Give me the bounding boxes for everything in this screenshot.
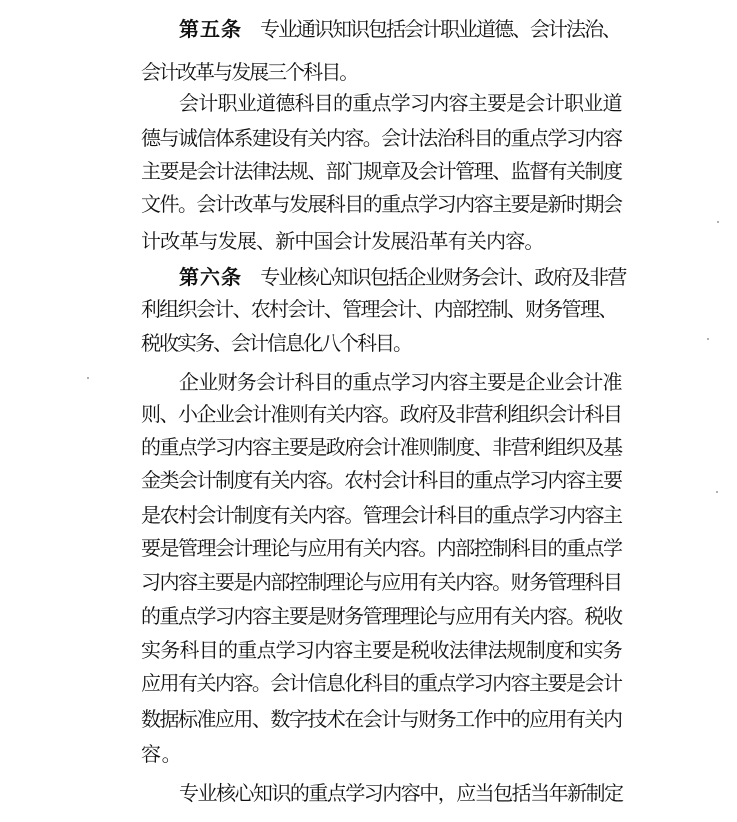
text-line bbox=[179, 14, 620, 44]
text-line bbox=[141, 668, 621, 698]
line-text: 要是管理会计理论与应用有关内容。内部控制科目的重点学 bbox=[141, 536, 622, 560]
text-line bbox=[141, 328, 411, 358]
line-text: 习内容主要是内部控制理论与应用有关内容。财务管理科目 bbox=[141, 570, 622, 594]
text-line bbox=[141, 123, 621, 153]
text-line bbox=[179, 88, 622, 118]
line-text: 专业通识知识包括会计职业道德、会计法治、 bbox=[260, 17, 620, 41]
line-text: 的重点学习内容主要是政府会计准则制度、非营利组织及基 bbox=[141, 435, 622, 459]
text-line bbox=[179, 262, 626, 292]
text-line bbox=[141, 704, 621, 734]
line-text: 实务科目的重点学习内容主要是税收法律法规制度和实务 bbox=[141, 638, 622, 662]
text-line bbox=[141, 432, 621, 462]
line-text: 利组织会计、农村会计、管理会计、内部控制、财务管理、 bbox=[141, 297, 617, 321]
text-line bbox=[141, 533, 621, 563]
line-text: 容。 bbox=[141, 742, 183, 766]
line-text: 税收实务、会计信息化八个科目。 bbox=[141, 331, 411, 355]
text-line bbox=[141, 635, 622, 665]
line-text: 德与诚信体系建设有关内容。会计法治科目的重点学习内容 bbox=[141, 126, 622, 150]
scan-speck bbox=[87, 377, 89, 379]
text-line bbox=[141, 500, 621, 530]
text-line bbox=[141, 156, 621, 186]
line-text: 专业核心知识包括企业财务会计、政府及非营 bbox=[260, 265, 626, 289]
text-line bbox=[141, 739, 182, 769]
text-line bbox=[141, 189, 621, 219]
line-text: 应用有关内容。会计信息化科目的重点学习内容主要是会计 bbox=[141, 671, 622, 695]
text-line bbox=[179, 367, 622, 397]
text-line bbox=[141, 226, 544, 256]
text-line bbox=[141, 567, 621, 597]
text-line bbox=[141, 399, 621, 429]
scan-speck bbox=[717, 221, 719, 223]
line-text: 计改革与发展、新中国会计发展沿革有关内容。 bbox=[141, 229, 544, 253]
text-line bbox=[141, 294, 617, 324]
text-line bbox=[141, 601, 621, 631]
text-line bbox=[141, 57, 357, 87]
line-text: 主要是会计法律法规、部门规章及会计管理、监督有关制度 bbox=[141, 159, 622, 183]
line-text: 是农村会计制度有关内容。管理会计科目的重点学习内容主 bbox=[141, 503, 622, 527]
scan-speck bbox=[716, 491, 718, 493]
scan-speck bbox=[707, 338, 709, 340]
line-text: 的重点学习内容主要是财务管理理论与应用有关内容。税收 bbox=[141, 604, 622, 628]
line-text: 企业财务会计科目的重点学习内容主要是企业会计准 bbox=[179, 370, 622, 394]
line-text: 则、小企业会计准则有关内容。政府及非营利组织会计科目 bbox=[141, 402, 622, 426]
line-text: 文件。会计改革与发展科目的重点学习内容主要是新时期会 bbox=[141, 192, 622, 216]
line-text: 金类会计制度有关内容。农村会计科目的重点学习内容主要 bbox=[141, 468, 622, 492]
article-number: 第五条 bbox=[179, 17, 242, 41]
article-number: 第六条 bbox=[179, 265, 242, 289]
line-text: 会计改革与发展三个科目。 bbox=[141, 60, 358, 84]
line-text: 数据标准应用、数字技术在会计与财务工作中的应用有关内 bbox=[141, 707, 622, 731]
text-line bbox=[179, 778, 623, 808]
line-text: 专业核心知识的重点学习内容中，应当包括当年新制定 bbox=[179, 781, 623, 805]
line-text: 会计职业道德科目的重点学习内容主要是会计职业道 bbox=[179, 91, 622, 115]
text-line bbox=[141, 465, 621, 495]
